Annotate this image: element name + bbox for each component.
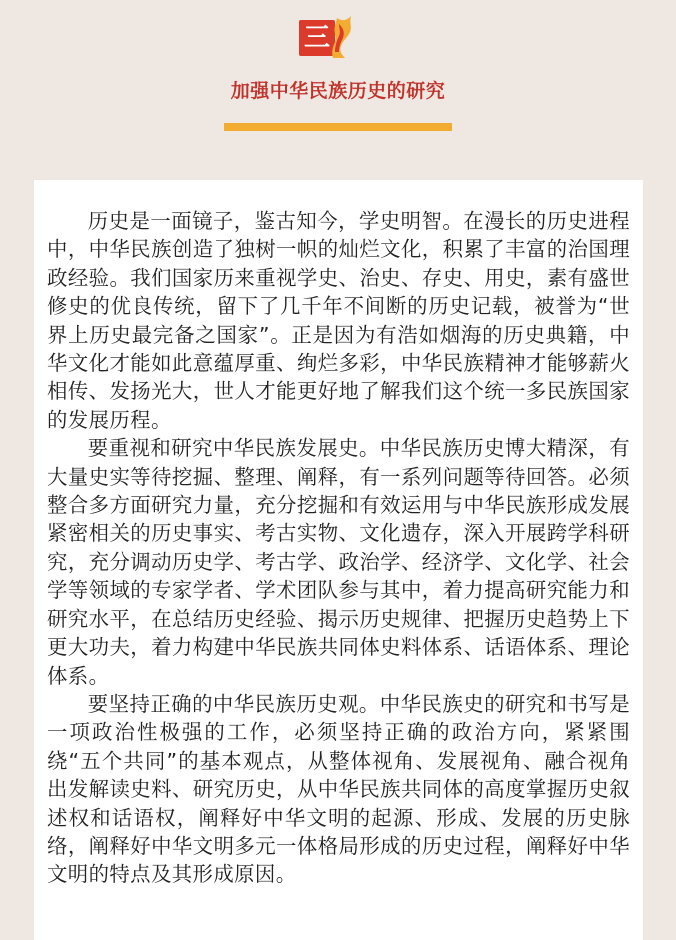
- paragraph-2: 要重视和研究中华民族发展史。中华民族历史博大精深，有大量史实等待挖掘、整理、阐释，有一系列问题等待回答。必须整合多方面研究力量，充分挖掘和有效运用与中华民族形成发展紧密相关的历史事实、考古实物、文化遗存，深入开展跨学科研究，充分调动历史学、考古学、政治学、经济学、文化学、社会学等领域的专家学者、学术团队参与其中，着力提高研究能力和研究水平，在总结历史经验、揭示历史规律、把握历史趋势上下更大功夫，着力构建中华民族共同体史料体系、话语体系、理论体系。: [47, 436, 630, 688]
- page-title: 加强中华民族历史的研究: [230, 80, 446, 102]
- section-number: 三: [299, 20, 335, 56]
- article-body: [47, 207, 630, 889]
- paragraph-1: 历史是一面镜子，鉴古知今，学史明智。在漫长的历史进程中，中华民族创造了独树一帜的灿烂文化，积累了丰富的治国理政经验。我们国家历来重视学史、治史、存史、用史，素有盛世修史的优良传统，留下了几千年不间断的历史记载，被誉为“世界上历史最完备之国家”。正是因为有浩如烟海的历史典籍，中华文化才能如此意蕴厚重、绚烂多彩，中华民族精神才能够薪火相传、发扬光大，世人才能更好地了解我们这个统一多民族国家的发展历程。: [47, 209, 630, 432]
- paragraph-3: 要坚持正确的中华民族历史观。中华民族史的研究和书写是一项政治性极强的工作，必须坚持正确的政治方向，紧紧围绕“五个共同”的基本观点，从整体视角、发展视角、融合视角出发解读史料、研究历史，从中华民族共同体的高度掌握历史叙述权和话语权，阐释好中华文明的起源、形成、发展的历史脉络，阐释好中华文明多元一体格局形成的历史过程，阐释好中华文明的特点及其形成原因。: [47, 691, 630, 887]
- section-badge: [299, 14, 359, 58]
- title-underline: [224, 123, 452, 131]
- flame-ribbon-icon: [327, 14, 357, 58]
